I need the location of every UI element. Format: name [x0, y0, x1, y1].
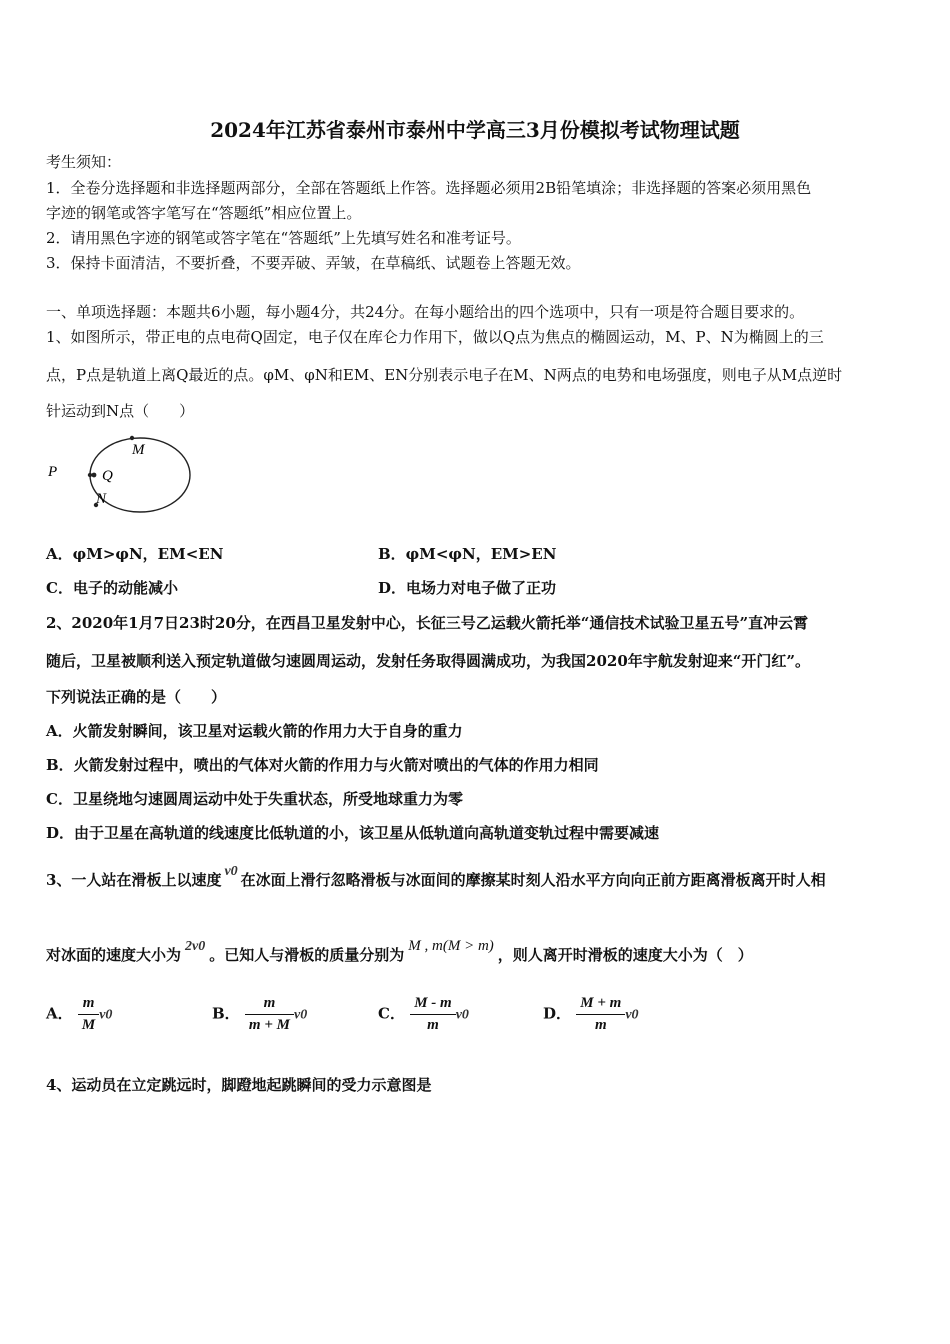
- fraction: $\frac{M + m}{m}$: [576, 995, 625, 1034]
- notice-item: 3．保持卡面清洁，不要折叠，不要弄破、弄皱，在草稿纸、试题卷上答题无效。: [46, 254, 581, 272]
- fraction: $\frac{M - m}{m}$: [410, 995, 456, 1034]
- label-n: N: [96, 491, 107, 507]
- q2-option-c: C．卫星绕地匀速圆周运动中处于失重状态，所受地球重力为零: [46, 790, 463, 808]
- q1-text: 针运动到N点（ ）: [46, 402, 195, 420]
- label-p: P: [48, 464, 58, 480]
- q3-option-c: C． $\frac{M - m}{m}$ v0: [378, 995, 469, 1033]
- q3-text: 对冰面的速度大小为: [46, 946, 182, 964]
- q1-option-c: C．电子的动能减小: [46, 579, 178, 597]
- q4-text: 4、运动员在立定跳远时，脚蹬地起跳瞬间的受力示意图是: [46, 1076, 432, 1094]
- notice-item: 字迹的钢笔或答字笔写在“答题纸”相应位置上。: [46, 204, 362, 222]
- q3-option-b: B． $\frac{m}{m + M}$ v0: [212, 995, 308, 1033]
- label-q: Q: [102, 468, 113, 484]
- q3-text: ，则人离开时滑板的速度大小为（ ）: [497, 946, 753, 964]
- q1-text: 1、如图所示，带正电的点电荷Q固定，电子仅在库仑力作用下，做以Q点为焦点的椭圆运动，M、P、N为椭圆上的三: [46, 328, 824, 346]
- q3-option-d: D． $\frac{M + m}{m}$ v0: [543, 995, 639, 1033]
- q2-option-b: B．火箭发射过程中，喷出的气体对火箭的作用力与火箭对喷出的气体的作用力相同: [46, 756, 599, 774]
- q3-2v0: 2v0: [185, 939, 206, 954]
- q1-option-a: A．φM>φN，EM<EN: [46, 545, 224, 563]
- fraction: $\frac{m}{M}$: [78, 995, 99, 1034]
- q2-option-d: D．由于卫星在高轨道的线速度比低轨道的小，该卫星从低轨道向高轨道变轨过程中需要减速: [46, 824, 660, 842]
- ellipse-orbit-diagram: [44, 430, 204, 522]
- q3-text-line1: [46, 864, 826, 892]
- label-m: M: [132, 442, 145, 458]
- q2-text: 下列说法正确的是（ ）: [46, 688, 227, 706]
- q3-option-label: D．: [543, 1004, 572, 1023]
- q3-option-label: C．: [378, 1004, 405, 1023]
- q1-option-b: B．φM<φN，EM>EN: [378, 545, 557, 563]
- q3-option-a: A． $\frac{m}{M}$ v0: [46, 995, 113, 1033]
- q3-option-label: B．: [212, 1004, 240, 1023]
- q3-text: 3、一人站在滑板上以速度: [46, 871, 222, 889]
- q3-text: 。已知人与滑板的质量分别为: [209, 946, 405, 964]
- fraction: $\frac{m}{m + M}$: [245, 995, 294, 1034]
- q2-text: 2、2020年1月7日23时20分，在西昌卫星发射中心，长征三号乙运载火箭托举“通信技术试验卫星五号”直冲云霄: [46, 614, 809, 632]
- q2-option-a: A．火箭发射瞬间，该卫星对运载火箭的作用力大于自身的重力: [46, 722, 463, 740]
- q2-text: 随后，卫星被顺利送入预定轨道做匀速圆周运动，发射任务取得圆满成功，为我国2020年宇航发射迎来“开门红”。: [46, 652, 811, 670]
- q3-v0: v0: [224, 864, 238, 879]
- q3-text-line2: [46, 938, 753, 967]
- q3-masses: M , m(M > m): [408, 938, 494, 954]
- page-title: 2024年江苏省泰州市泰州中学高三3月份模拟考试物理试题: [210, 118, 740, 142]
- q3-text: 在冰面上滑行忽略滑板与冰面间的摩擦某时刻人沿水平方向向正前方距离滑板离开时人相: [240, 871, 826, 889]
- q1-text: 点，P点是轨道上离Q最近的点。φM、φN和EM、EN分别表示电子在M、N两点的电势和电场强度，则电子从M点逆时: [46, 366, 843, 384]
- notice-heading: 考生须知：: [46, 153, 122, 171]
- q1-option-d: D．电场力对电子做了正功: [378, 579, 557, 597]
- notice-item: 1．全卷分选择题和非选择题两部分，全部在答题纸上作答。选择题必须用2B铅笔填涂；非选择题的答案必须用黑色: [46, 179, 812, 197]
- section-heading: 一、单项选择题：本题共6小题，每小题4分，共24分。在每小题给出的四个选项中，只有一项是符合题目要求的。: [46, 303, 805, 321]
- notice-item: 2．请用黑色字迹的钢笔或答字笔在“答题纸”上先填写姓名和准考证号。: [46, 229, 521, 247]
- q3-option-label: A．: [46, 1004, 73, 1023]
